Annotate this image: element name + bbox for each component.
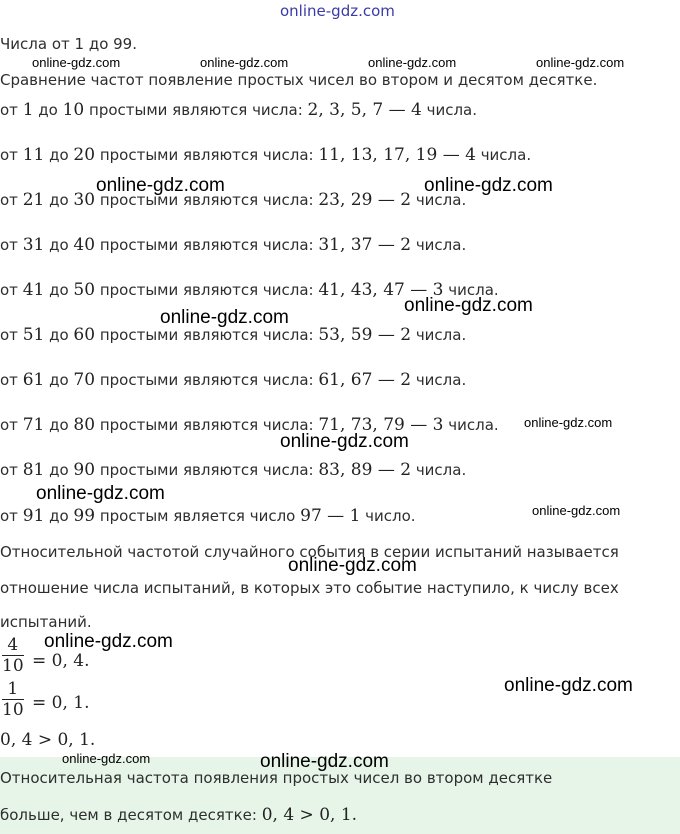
row-text: числа. [475, 146, 532, 164]
range-number: 1 [22, 100, 34, 120]
watermark: online-gdz.com [62, 751, 151, 766]
prime-row [0, 145, 531, 165]
row-text: простыми являются числа: [95, 281, 319, 299]
prime-row [0, 415, 499, 435]
row-text: от [0, 236, 23, 254]
row-text: от [0, 371, 23, 389]
row-text: простыми являются числа: [95, 371, 319, 389]
watermark: online-gdz.com [280, 431, 409, 452]
row-text: простыми являются числа: [95, 416, 319, 434]
fraction-denominator: 10 [2, 700, 24, 720]
range-number: 31 [22, 235, 45, 255]
fraction-1-10 [2, 680, 24, 719]
prime-row [0, 235, 466, 255]
range-number: 99 [73, 506, 96, 526]
row-text: числа. [411, 236, 467, 254]
row-text: простыми являются числа: [95, 236, 319, 254]
range-number: 90 [73, 460, 96, 480]
row-text: от [0, 507, 23, 525]
conclusion-text: больше, чем в десятом десятке: [0, 806, 262, 824]
comparison: 0, 4 > 0, 1. [0, 730, 96, 750]
prime-numbers: 2, 3, 5, 7 — 4 [307, 100, 422, 120]
row-text: от [0, 101, 23, 119]
range-number: 71 [22, 415, 45, 435]
row-text: до [44, 507, 74, 525]
range-number: 21 [22, 190, 45, 210]
watermark: online-gdz.com [404, 295, 533, 316]
watermark: online-gdz.com [160, 307, 289, 328]
prime-numbers: 31, 37 — 2 [318, 235, 412, 255]
row-text: числа. [411, 461, 467, 479]
fraction-numerator: 1 [7, 679, 19, 699]
range-number: 10 [62, 100, 85, 120]
row-text: до [44, 461, 74, 479]
row-text: числа. [411, 371, 467, 389]
range-number: 81 [22, 460, 45, 480]
row-text: от [0, 281, 23, 299]
row-text: от [0, 326, 23, 344]
range-number: 70 [73, 370, 96, 390]
definition-line-1: Относительной частотой случайного события в серии испытаний называется [0, 543, 619, 561]
watermark: online-gdz.com [524, 415, 613, 430]
range-number: 30 [73, 190, 96, 210]
conclusion-line-2 [0, 805, 357, 825]
watermark: online-gdz.com [96, 175, 225, 196]
range-number: 41 [22, 280, 45, 300]
row-text: числа. [443, 416, 499, 434]
prime-numbers: 11, 13, 17, 19 — 4 [318, 145, 476, 165]
watermark: online-gdz.com [532, 503, 621, 518]
row-text: до [44, 191, 74, 209]
row-text: от [0, 461, 23, 479]
row-text: от [0, 146, 23, 164]
row-text: до [33, 101, 63, 119]
conclusion-line-1: Относительная частота появления простых чисел во втором десятке [0, 769, 553, 787]
row-text: простыми являются числа: [95, 326, 319, 344]
header-watermark: online-gdz.com [280, 2, 395, 20]
prime-row [0, 100, 477, 120]
row-text: простыми являются числа: [95, 461, 319, 479]
fraction-result-1: = 0, 4. [32, 651, 90, 671]
definition-line-3: испытаний. [0, 613, 92, 631]
row-text: до [44, 146, 74, 164]
range-number: 91 [22, 506, 45, 526]
row-text: простыми являются числа: [84, 101, 308, 119]
row-text: числа. [411, 326, 467, 344]
watermark: online-gdz.com [260, 751, 389, 772]
row-text: до [44, 236, 74, 254]
row-text: простым является число [95, 507, 301, 525]
fraction-result-2: = 0, 1. [32, 693, 90, 713]
watermark: online-gdz.com [504, 675, 633, 696]
prime-row [0, 190, 466, 210]
prime-row [0, 506, 416, 526]
row-text: числа. [443, 281, 499, 299]
watermark: online-gdz.com [288, 555, 417, 576]
watermark: online-gdz.com [36, 483, 165, 504]
row-text: от [0, 191, 23, 209]
watermark: online-gdz.com [200, 55, 289, 70]
watermark: online-gdz.com [424, 175, 553, 196]
intro-title: Числа от 1 до 99. [0, 35, 137, 53]
row-text: числа. [411, 191, 467, 209]
prime-numbers: 61, 67 — 2 [318, 370, 412, 390]
range-number: 51 [22, 325, 45, 345]
row-text: числа. [421, 101, 478, 119]
row-text: до [44, 416, 74, 434]
row-text: простыми являются числа: [95, 146, 319, 164]
prime-numbers: 41, 43, 47 — 3 [318, 280, 444, 300]
watermark: online-gdz.com [536, 55, 625, 70]
prime-row [0, 370, 466, 390]
range-number: 20 [73, 145, 96, 165]
row-text: до [44, 371, 74, 389]
range-number: 80 [73, 415, 96, 435]
intro-subtitle: Сравнение частот появление простых чисел во втором и десятом десятке. [0, 71, 598, 89]
row-text: число. [360, 507, 416, 525]
fraction-numerator: 4 [7, 635, 19, 655]
row-text: до [44, 281, 74, 299]
watermark: online-gdz.com [44, 631, 173, 652]
watermark: online-gdz.com [32, 55, 121, 70]
range-number: 50 [73, 280, 96, 300]
definition-line-2: отношение числа испытаний, в которых это событие наступило, к числу всех [0, 579, 619, 597]
range-number: 40 [73, 235, 96, 255]
conclusion-math: 0, 4 > 0, 1. [261, 805, 358, 825]
row-text: до [44, 326, 74, 344]
prime-row [0, 460, 466, 480]
row-text: от [0, 416, 23, 434]
fraction-denominator: 10 [2, 656, 24, 676]
range-number: 61 [22, 370, 45, 390]
prime-numbers: 71, 73, 79 — 3 [318, 415, 444, 435]
watermark: online-gdz.com [368, 55, 457, 70]
prime-numbers: 53, 59 — 2 [318, 325, 412, 345]
prime-numbers: 83, 89 — 2 [318, 460, 412, 480]
range-number: 60 [73, 325, 96, 345]
row-text: простыми являются числа: [95, 191, 319, 209]
prime-numbers: 23, 29 — 2 [318, 190, 412, 210]
prime-numbers: 97 — 1 [300, 506, 361, 526]
fraction-4-10 [2, 636, 24, 675]
range-number: 11 [22, 145, 45, 165]
